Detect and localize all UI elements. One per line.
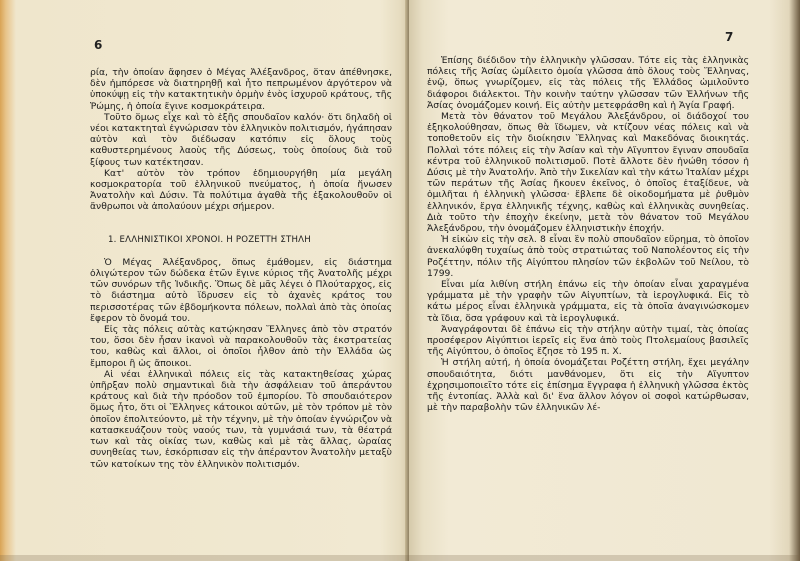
paragraph: Τοῦτο ὅμως εἶχε καὶ τὸ ἑξῆς σπουδαῖον καλόν· ὅτι δηλαδὴ οἱ νέοι κατακτηταὶ ἐγνώρισαν τὸν ἑλληνικὸν πολιτισμόν, ἠγάπησαν αὐτὸν καὶ τὸν διέδωσαν κατόπιν εἰς ὅλους τοὺς καθυστερημένους λαοὺς τῆς Δύσεως, τοὺς ὁποίους διὰ τοῦ ξίφους των κατέκτησαν. xyxy=(90,111,392,168)
left-page-number: 6 xyxy=(94,38,103,52)
right-page-text xyxy=(427,55,749,414)
paragraph: Κατ' αὐτὸν τὸν τρόπον ἐδημιουργήθη μία μεγάλη κοσμοκρατορία τοῦ ἑλληνικοῦ πνεύματος, ἡ ὁποία ἥνωσεν Ἀνατολὴν καὶ Δύσιν. Τὰ πολύτιμα ἀγαθὰ τῆς ἐξακολουθοῦν οἱ ἄνθρωποι νὰ ἀπολαύουν μέχρι σήμερον. xyxy=(90,167,392,213)
paragraph: Ἡ εἰκὼν εἰς τὴν σελ. 8 εἶναι ἓν πολὺ σπουδαῖον εὕρημα, τὸ ὁποῖον ἀνεκαλύφθη τυχαίως ἀπὸ τοὺς στρατιώτας τοῦ Ναπολέοντος εἰς τὴν Ροζέττην, πόλιν τῆς Αἰγύπτου πλησίον τῶν ἐκβολῶν τοῦ Νείλου, τὸ 1799. xyxy=(427,234,749,279)
paragraph: Ἡ στήλη αὐτή, ἡ ὁποία ὀνομάζεται Ροζέττη στήλη, ἔχει μεγάλην σπουδαιότητα, διότι μανθάνομεν, ὅτι εἰς τὴν Αἴγυπτον ἐχρησιμοποιεῖτο τότε εἰς ἐπίσημα ἔγγραφα ἡ ἑλληνικὴ γλῶσσα ἐκτὸς τῆς ἐντοπίας. Ἀλλὰ καὶ δι' ἕνα ἄλλον λόγον οἱ σοφοὶ κατώρθωσαν, μὲ τὴν παραβολὴν τῶν ἑλληνικῶν λέ- xyxy=(427,357,749,414)
paragraph: Μετὰ τὸν θάνατον τοῦ Μεγάλου Ἀλεξάνδρου, οἱ διάδοχοί του ἐξηκολούθησαν, ὅπως θὰ ἴδωμεν, νὰ κτίζουν νέας πόλεις καὶ νὰ τοποθετοῦν εἰς τὴν διοίκησιν Ἕλληνας καὶ Μακεδόνας διοικητάς. Πολλαὶ τότε πόλεις εἰς τὴν Ἀσίαν καὶ τὴν Αἴγυπτον ἔγιναν σπουδαῖα κέντρα τοῦ ἑλληνικοῦ πολιτισμοῦ. Ποτὲ ἄλλοτε δὲν ἡνώθη τόσον ἡ Δύσις μὲ τὴν Ἀνατολήν. Ἀπὸ τὴν Σικελίαν καὶ τὴν κάτω Ἰταλίαν μέχρι τῶν περάτων τῆς Ἀσίας ἤκουεν ἐκεῖνος, ὁ ὁποῖος ἐταξίδευε, νὰ ὁμιλῆται ἡ ἑλληνικὴ γλῶσσα· ἔβλεπε δὲ οἰκοδομήματα μὲ ῥυθμὸν ἑλληνικόν, ἔργα ἑλληνικῆς τέχνης, καθὼς καὶ ἑλληνικὰς συνηθείας. Διὰ τοῦτο τὴν ἐποχὴν ἐκείνην, μετὰ τὸν θάνατον τοῦ Μεγάλου Ἀλεξάνδρου, τὴν ὀνομάζομεν ἑλληνιστικὴν ἐποχήν. xyxy=(427,111,749,235)
section-heading: 1. ΕΛΛΗΝΙΣΤΙΚΟΙ ΧΡΟΝΟΙ. Η ΡΟΖΕΤΤΗ ΣΤΗΛΗ xyxy=(108,234,311,245)
paragraph: Ἀναγράφονται δὲ ἐπάνω εἰς τὴν στήλην αὐτὴν τιμαί, τὰς ὁποίας προσέφερον Αἰγύπτιοι ἱερεῖς εἰς ἕνα ἀπὸ τοὺς Πτολεμαίους βασιλεῖς τῆς Αἰγύπτου, ὁ ὁποῖος ἔζησε τὸ 195 π. Χ. xyxy=(427,323,749,358)
paragraph: ρία, τὴν ὁποίαν ἄφησεν ὁ Μέγας Ἀλέξανδρος, ὅταν ἀπέθνησκε, δὲν ἠμπόρεσε νὰ διατηρηθῇ καὶ ἦτο πεπρωμένον ἀργότερον νὰ ὑποκύψῃ εἰς τὴν κατακτητικὴν ὁρμὴν ἑνὸς ἰσχυροῦ κράτους, τῆς Ῥώμης, ἡ ὁποία ἔγινε κοσμοκράτειρα. xyxy=(90,67,392,112)
paragraph: Ἐπίσης διέδιδον τὴν ἑλληνικὴν γλῶσσαν. Τότε εἰς τὰς ἑλληνικὰς πόλεις τῆς Ἀσίας ὡμίλειτο ὁμοία γλῶσσα ἀπὸ ὅλους τοὺς Ἕλληνας, ἐνῷ, ὅπως γνωρίζομεν, εἰς τὰς πόλεις τῆς Ἑλλάδος ὡμιλοῦντο διάφοροι διάλεκτοι. Τὴν κοινὴν ταύτην γλῶσσαν τῶν Ἑλλήνων τῆς Ἀσίας ὀνομάζομεν κοινή. Εἰς αὐτὴν μετεφράσθη καὶ ἡ Ἁγία Γραφή. xyxy=(427,55,749,111)
paragraph: Ὁ Μέγας Ἀλέξανδρος, ὅπως ἐμάθομεν, εἰς διάστημα ὀλιγώτερον τῶν δώδεκα ἐτῶν ἔγινε κύριος τῆς Ἀνατολῆς μέχρι τῶν συνόρων τῆς Ἰνδικῆς. Ὅπως δὲ μᾶς λέγει ὁ Πλούταρχος, εἰς τὸ διάστημα αὐτὸ ἵδρυσεν εἰς τὸ ἀχανὲς κράτος του περισσοτέρας τῶν ἑβδομήκοντα πόλεων, πολλαὶ ἀπὸ τὰς ὁποίας ἔφερον τὸ ὄνομά του. xyxy=(90,256,392,324)
page-bottom-shadow xyxy=(0,555,800,561)
right-page-number: 7 xyxy=(725,30,734,44)
paragraph: Εἶναι μία λιθίνη στήλη ἐπάνω εἰς τὴν ὁποίαν εἶναι χαραγμένα γράμματα μὲ τὴν γραφὴν τῶν Αἰγυπτίων, τὰ ἱερογλυφικά. Εἰς τὸ κάτω μέρος εἶναι ἑλληνικὰ γράμματα, εἰς τὰ ὁποῖα ἀναγινώσκομεν τὰ ἴδια, ὅσα γράφουν καὶ τὰ ἱερογλυφικά. xyxy=(427,279,749,324)
paragraph: Εἰς τὰς πόλεις αὐτὰς κατῴκησαν Ἕλληνες ἀπὸ τὸν στρατόν του, ὅσοι δὲν ἦσαν ἱκανοὶ νὰ παρακολουθοῦν τὰς ἐκστρατείας του, καθὼς καὶ ἄλλοι, οἱ ὁποῖοι ἦλθον ἀπὸ τὴν Ἑλλάδα ὡς ἔμποροι ἢ ὡς ἄποικοι. xyxy=(90,324,392,369)
left-page-text xyxy=(90,67,392,470)
left-paragraphs-after xyxy=(90,257,392,470)
left-paragraphs-before xyxy=(90,67,392,213)
right-page xyxy=(409,0,800,561)
paragraph: Αἱ νέαι ἑλληνικαὶ πόλεις εἰς τὰς κατακτηθείσας χώρας ὑπῆρξαν πολὺ σημαντικαὶ διὰ τὴν ἀσφάλειαν τοῦ ἀπεράντου κράτους καὶ διὰ τὴν πρόοδον τοῦ ἐμπορίου. Τὸ σπουδαιότερον ὅμως ἦτο, ὅτι οἱ Ἕλληνες κάτοικοι αὐτῶν, μὲ τὸν τρόπον μὲ τὸν ὁποῖον ἐπολιτεύοντο, μὲ τὴν τέχνην, μὲ τὴν ὁποίαν ἐγνώριζον νὰ κατασκευάζουν τοὺς ναούς των, τὰ γυμνάσιά των, τὰ θέατρά των καὶ τὰς οἰκίας των, καθὼς καὶ μὲ τὰς ἄλλας, ὡραίας συνηθείας των, ἐσκόρπισαν εἰς τὴν ἀπέραντον Ἀνατολὴν μεταξὺ τῶν κατοίκων της τὸν ἑλληνικὸν πολιτισμόν. xyxy=(90,368,392,470)
